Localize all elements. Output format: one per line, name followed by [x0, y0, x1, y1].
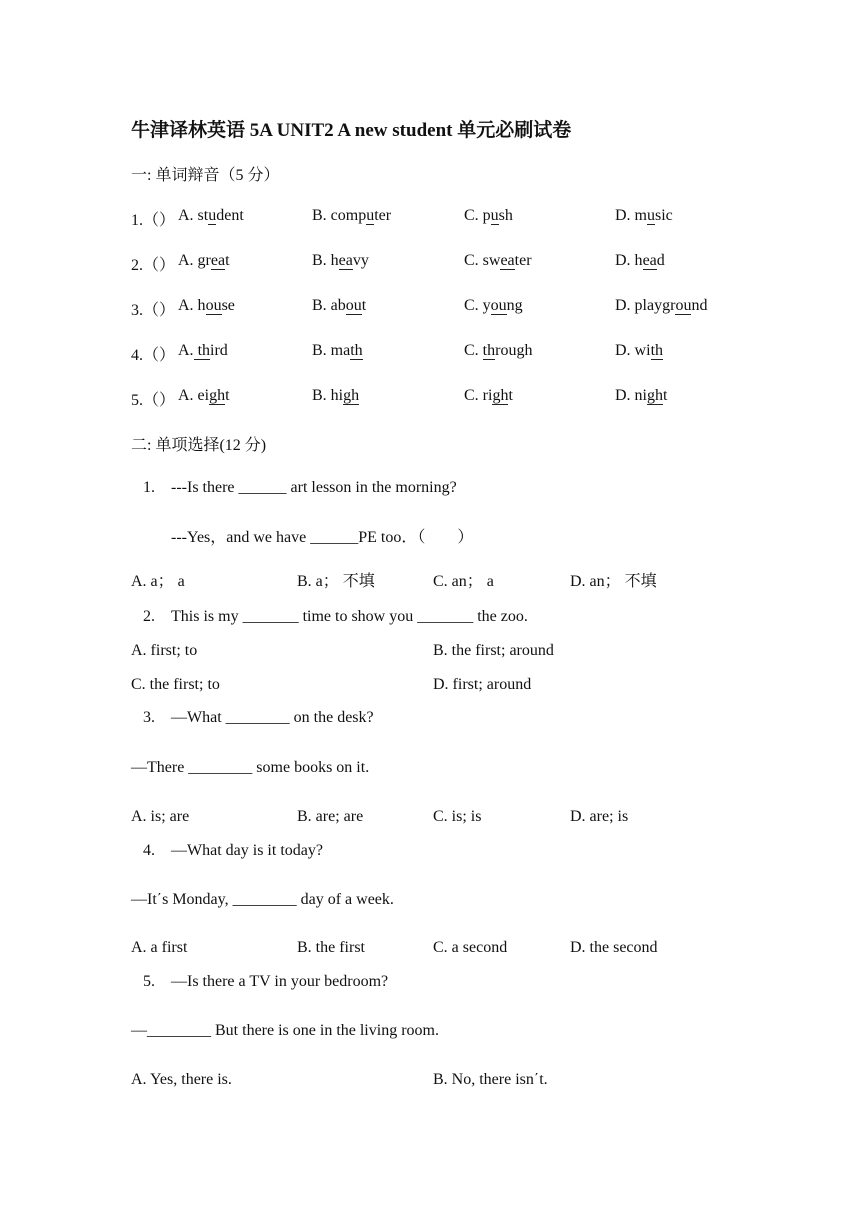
- word-option-suffix: rough: [495, 342, 533, 359]
- underlined-letters: gh: [209, 387, 226, 404]
- word-question-number: 4.（）: [131, 347, 176, 364]
- word-option-prefix: D. ni: [615, 387, 647, 404]
- word-option: [464, 387, 513, 405]
- word-option: [464, 297, 523, 315]
- underlined-letters: gh: [492, 387, 509, 404]
- page-title: 牛津译林英语 5A UNIT2 A new student 单元必刷试卷: [131, 120, 572, 141]
- q2-option-c: C. the first; to: [131, 676, 220, 693]
- word-option: [178, 387, 230, 405]
- underlined-letters: u: [366, 207, 375, 224]
- word-option-prefix: A. st: [178, 207, 209, 224]
- q5-option-a: A. Yes, there is.: [131, 1071, 232, 1088]
- underlined-letters: th: [482, 342, 496, 359]
- question-1-text-2: ---Yes，and we have ______PE too．（ ）: [171, 529, 474, 546]
- question-3-text: —What ________ on the desk?: [171, 709, 374, 726]
- q3-option-c: C. is; is: [433, 808, 482, 825]
- word-option-prefix: C. p: [464, 207, 491, 224]
- word-option-prefix: A. gr: [178, 252, 211, 269]
- word-option-suffix: t: [508, 387, 513, 404]
- q1-option-d: D. an； 不填: [570, 573, 657, 590]
- word-option-prefix: D. h: [615, 252, 643, 269]
- word-option-prefix: C. sw: [464, 252, 501, 269]
- question-2-number: 2.: [143, 608, 155, 625]
- q3-option-b: B. are; are: [297, 808, 364, 825]
- underlined-letters: th: [193, 342, 211, 359]
- word-option-prefix: D. m: [615, 207, 647, 224]
- underlined-letters: ea: [642, 252, 657, 269]
- q5-option-b: B. No, there isn΄t.: [433, 1071, 548, 1088]
- word-option-suffix: t: [225, 387, 230, 404]
- word-option-suffix: ter: [514, 252, 532, 269]
- underlined-letters: th: [650, 342, 664, 359]
- word-option-prefix: A. h: [178, 297, 206, 314]
- section-1-heading: 一: 单词辩音（5 分）: [131, 167, 280, 184]
- word-option: [312, 387, 359, 405]
- word-option-suffix: d: [656, 252, 665, 269]
- word-question-number: 5.（）: [131, 392, 176, 409]
- word-option: [464, 207, 513, 225]
- word-option-prefix: B. ab: [312, 297, 346, 314]
- question-3-text-2: —There ________ some books on it.: [131, 759, 370, 776]
- word-option-suffix: sh: [498, 207, 513, 224]
- word-option-suffix: dent: [216, 207, 244, 224]
- underlined-letters: ea: [338, 252, 353, 269]
- q1-option-a: A. a； a: [131, 573, 185, 590]
- word-option-prefix: C. ri: [464, 387, 493, 404]
- word-option-prefix: B. hi: [312, 387, 344, 404]
- word-option: [615, 207, 673, 225]
- word-option-prefix: C. y: [464, 297, 491, 314]
- word-option-prefix: D. wi: [615, 342, 651, 359]
- word-option: [312, 342, 363, 360]
- word-option-prefix: C.: [464, 342, 483, 359]
- question-5-text-2: —________ But there is one in the living room.: [131, 1022, 439, 1039]
- question-4-text-2: —It΄s Monday, ________ day of a week.: [131, 891, 394, 908]
- word-option-suffix: ird: [210, 342, 228, 359]
- word-option: [312, 297, 366, 315]
- underlined-letters: th: [350, 342, 363, 359]
- word-option-suffix: vy: [352, 252, 369, 269]
- word-option: [464, 342, 532, 360]
- word-option: [464, 252, 532, 270]
- question-3-number: 3.: [143, 709, 155, 726]
- word-option: [615, 297, 707, 315]
- question-5-text: —Is there a TV in your bedroom?: [171, 973, 389, 990]
- underlined-letters: ou: [490, 297, 507, 314]
- underlined-letters: u: [490, 207, 499, 224]
- section-2-heading: 二: 单项选择(12 分): [131, 437, 267, 454]
- underlined-letters: u: [647, 207, 655, 224]
- q4-option-a: A. a first: [131, 939, 188, 956]
- question-1-text: ---Is there ______ art lesson in the morning?: [171, 479, 457, 496]
- word-option-prefix: A.: [178, 342, 194, 359]
- question-1-number: 1.: [143, 479, 155, 496]
- underlined-letters: ou: [345, 297, 362, 314]
- underlined-letters: ou: [675, 297, 692, 314]
- word-option-suffix: t: [225, 252, 230, 269]
- question-5-number: 5.: [143, 973, 155, 990]
- word-option-prefix: A. ei: [178, 387, 210, 404]
- word-option-suffix: se: [221, 297, 235, 314]
- q4-option-b: B. the first: [297, 939, 365, 956]
- word-option-suffix: sic: [655, 207, 673, 224]
- word-option: [178, 342, 228, 360]
- word-option-suffix: ter: [374, 207, 392, 224]
- word-option-suffix: ng: [506, 297, 523, 314]
- q2-option-b: B. the first; around: [433, 642, 554, 659]
- word-question-number: 2.（）: [131, 257, 176, 274]
- underlined-letters: ou: [205, 297, 222, 314]
- underlined-letters: ea: [500, 252, 515, 269]
- word-option: [178, 252, 230, 270]
- word-question-number: 1.（）: [131, 212, 176, 229]
- word-option: [615, 252, 665, 270]
- q4-option-d: D. the second: [570, 939, 658, 956]
- word-option-prefix: B. h: [312, 252, 339, 269]
- q2-option-d: D. first; around: [433, 676, 532, 693]
- underlined-letters: u: [208, 207, 217, 224]
- word-option: [178, 207, 244, 225]
- word-option-prefix: D. playgr: [615, 297, 676, 314]
- word-option: [312, 207, 391, 225]
- q4-option-c: C. a second: [433, 939, 508, 956]
- word-option-suffix: t: [361, 297, 367, 314]
- word-option-suffix: t: [663, 387, 668, 404]
- word-option: [615, 387, 667, 405]
- word-option-prefix: B. ma: [312, 342, 351, 359]
- word-option: [615, 342, 663, 360]
- word-option-suffix: nd: [691, 297, 708, 314]
- q3-option-a: A. is; are: [131, 808, 190, 825]
- word-question-number: 3.（）: [131, 302, 176, 319]
- q2-option-a: A. first; to: [131, 642, 198, 659]
- word-option-prefix: B. comp: [312, 207, 367, 224]
- q1-option-b: B. a； 不填: [297, 573, 375, 590]
- underlined-letters: gh: [343, 387, 360, 404]
- question-2-text: This is my _______ time to show you _______ the zoo.: [171, 608, 528, 625]
- word-option: [312, 252, 369, 270]
- word-option: [178, 297, 235, 315]
- underlined-letters: ea: [210, 252, 226, 269]
- question-4-text: —What day is it today?: [171, 842, 323, 859]
- underlined-letters: gh: [647, 387, 663, 404]
- q3-option-d: D. are; is: [570, 808, 629, 825]
- q1-option-c: C. an； a: [433, 573, 494, 590]
- question-4-number: 4.: [143, 842, 155, 859]
